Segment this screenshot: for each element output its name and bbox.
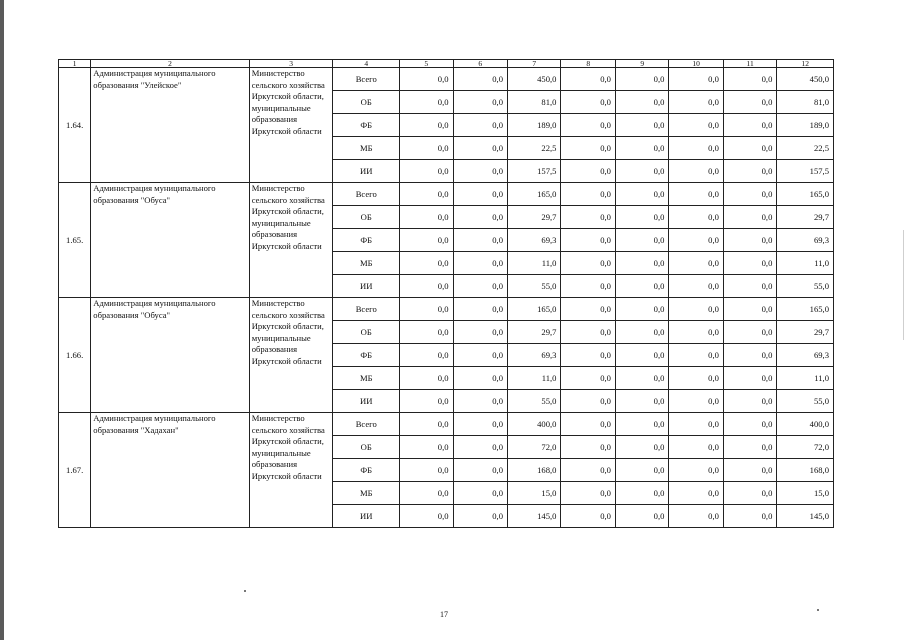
funding-source-label: МБ xyxy=(333,367,400,390)
amount-cell: 157,5 xyxy=(777,160,834,183)
amount-cell: 0,0 xyxy=(669,436,723,459)
amount-cell: 0,0 xyxy=(723,367,776,390)
ministry-name: Министерство сельского хозяйства Иркутской области, муниципальные образования Иркутской области xyxy=(249,413,333,528)
amount-cell: 0,0 xyxy=(561,183,615,206)
amount-cell: 0,0 xyxy=(400,413,453,436)
amount-cell: 0,0 xyxy=(615,206,668,229)
amount-cell: 0,0 xyxy=(453,482,507,505)
amount-cell: 0,0 xyxy=(453,344,507,367)
amount-cell: 69,3 xyxy=(508,344,561,367)
column-number: 6 xyxy=(453,60,507,68)
amount-cell: 165,0 xyxy=(508,183,561,206)
amount-cell: 0,0 xyxy=(723,68,776,91)
amount-cell: 0,0 xyxy=(561,137,615,160)
funding-source-label: ИИ xyxy=(333,505,400,528)
amount-cell: 55,0 xyxy=(508,390,561,413)
amount-cell: 0,0 xyxy=(615,459,668,482)
amount-cell: 0,0 xyxy=(400,367,453,390)
amount-cell: 0,0 xyxy=(669,482,723,505)
amount-cell: 69,3 xyxy=(777,344,834,367)
amount-cell: 0,0 xyxy=(615,183,668,206)
funding-source-label: ФБ xyxy=(333,114,400,137)
amount-cell: 0,0 xyxy=(561,413,615,436)
amount-cell: 0,0 xyxy=(723,206,776,229)
amount-cell: 0,0 xyxy=(400,275,453,298)
amount-cell: 0,0 xyxy=(615,436,668,459)
amount-cell: 81,0 xyxy=(777,91,834,114)
column-number: 4 xyxy=(333,60,400,68)
amount-cell: 0,0 xyxy=(400,206,453,229)
amount-cell: 0,0 xyxy=(615,275,668,298)
amount-cell: 0,0 xyxy=(669,91,723,114)
amount-cell: 0,0 xyxy=(669,68,723,91)
funding-source-label: МБ xyxy=(333,252,400,275)
amount-cell: 29,7 xyxy=(508,206,561,229)
amount-cell: 0,0 xyxy=(669,459,723,482)
table-row xyxy=(59,413,834,436)
row-number: 1.67. xyxy=(59,413,91,528)
amount-cell: 0,0 xyxy=(561,436,615,459)
amount-cell: 0,0 xyxy=(669,367,723,390)
amount-cell: 0,0 xyxy=(561,505,615,528)
amount-cell: 72,0 xyxy=(508,436,561,459)
funding-source-label: ИИ xyxy=(333,275,400,298)
amount-cell: 0,0 xyxy=(669,505,723,528)
amount-cell: 0,0 xyxy=(400,505,453,528)
funding-source-label: Всего xyxy=(333,68,400,91)
amount-cell: 0,0 xyxy=(561,344,615,367)
funding-source-label: Всего xyxy=(333,183,400,206)
column-number: 8 xyxy=(561,60,615,68)
amount-cell: 0,0 xyxy=(453,321,507,344)
amount-cell: 0,0 xyxy=(453,91,507,114)
amount-cell: 0,0 xyxy=(615,229,668,252)
amount-cell: 0,0 xyxy=(615,137,668,160)
organization-name: Администрация муниципального образования "Обуса" xyxy=(91,298,249,413)
amount-cell: 0,0 xyxy=(723,91,776,114)
amount-cell: 0,0 xyxy=(453,114,507,137)
amount-cell: 0,0 xyxy=(400,344,453,367)
table-row xyxy=(59,298,834,321)
funding-source-label: ОБ xyxy=(333,206,400,229)
amount-cell: 29,7 xyxy=(508,321,561,344)
column-number: 10 xyxy=(669,60,723,68)
column-number: 5 xyxy=(400,60,453,68)
amount-cell: 0,0 xyxy=(669,229,723,252)
amount-cell: 0,0 xyxy=(400,298,453,321)
amount-cell: 400,0 xyxy=(508,413,561,436)
amount-cell: 0,0 xyxy=(669,275,723,298)
row-number: 1.66. xyxy=(59,298,91,413)
amount-cell: 0,0 xyxy=(615,390,668,413)
amount-cell: 0,0 xyxy=(453,390,507,413)
amount-cell: 0,0 xyxy=(400,137,453,160)
amount-cell: 11,0 xyxy=(508,367,561,390)
amount-cell: 11,0 xyxy=(777,252,834,275)
amount-cell: 0,0 xyxy=(723,344,776,367)
amount-cell: 168,0 xyxy=(508,459,561,482)
amount-cell: 0,0 xyxy=(561,275,615,298)
amount-cell: 0,0 xyxy=(723,298,776,321)
amount-cell: 0,0 xyxy=(669,206,723,229)
amount-cell: 0,0 xyxy=(723,413,776,436)
amount-cell: 0,0 xyxy=(723,482,776,505)
amount-cell: 0,0 xyxy=(561,91,615,114)
amount-cell: 0,0 xyxy=(615,160,668,183)
amount-cell: 29,7 xyxy=(777,206,834,229)
amount-cell: 0,0 xyxy=(400,91,453,114)
column-number: 1 xyxy=(59,60,91,68)
amount-cell: 72,0 xyxy=(777,436,834,459)
scan-speck xyxy=(244,590,246,592)
amount-cell: 29,7 xyxy=(777,321,834,344)
row-number: 1.64. xyxy=(59,68,91,183)
amount-cell: 0,0 xyxy=(615,413,668,436)
organization-name: Администрация муниципального образования "Хадахан" xyxy=(91,413,249,528)
amount-cell: 11,0 xyxy=(508,252,561,275)
amount-cell: 0,0 xyxy=(453,183,507,206)
funding-source-label: Всего xyxy=(333,413,400,436)
amount-cell: 145,0 xyxy=(777,505,834,528)
amount-cell: 0,0 xyxy=(561,68,615,91)
amount-cell: 0,0 xyxy=(400,114,453,137)
column-number: 12 xyxy=(777,60,834,68)
funding-source-label: ОБ xyxy=(333,321,400,344)
amount-cell: 0,0 xyxy=(561,206,615,229)
amount-cell: 0,0 xyxy=(453,413,507,436)
amount-cell: 0,0 xyxy=(723,275,776,298)
ministry-name: Министерство сельского хозяйства Иркутской области, муниципальные образования Иркутской области xyxy=(249,298,333,413)
amount-cell: 0,0 xyxy=(400,459,453,482)
amount-cell: 0,0 xyxy=(561,482,615,505)
amount-cell: 11,0 xyxy=(777,367,834,390)
funding-source-label: ФБ xyxy=(333,229,400,252)
amount-cell: 189,0 xyxy=(777,114,834,137)
amount-cell: 0,0 xyxy=(400,321,453,344)
scan-left-edge xyxy=(0,0,4,640)
amount-cell: 145,0 xyxy=(508,505,561,528)
amount-cell: 0,0 xyxy=(400,160,453,183)
amount-cell: 0,0 xyxy=(400,68,453,91)
amount-cell: 0,0 xyxy=(615,252,668,275)
amount-cell: 0,0 xyxy=(400,183,453,206)
amount-cell: 157,5 xyxy=(508,160,561,183)
amount-cell: 0,0 xyxy=(453,68,507,91)
amount-cell: 0,0 xyxy=(561,459,615,482)
amount-cell: 55,0 xyxy=(777,390,834,413)
column-number: 2 xyxy=(91,60,249,68)
amount-cell: 0,0 xyxy=(453,206,507,229)
ministry-name: Министерство сельского хозяйства Иркутской области, муниципальные образования Иркутской области xyxy=(249,183,333,298)
funding-source-label: ФБ xyxy=(333,344,400,367)
amount-cell: 0,0 xyxy=(561,252,615,275)
amount-cell: 0,0 xyxy=(669,344,723,367)
funding-table xyxy=(58,59,834,528)
amount-cell: 0,0 xyxy=(669,137,723,160)
funding-source-label: ИИ xyxy=(333,390,400,413)
funding-source-label: ФБ xyxy=(333,459,400,482)
amount-cell: 0,0 xyxy=(723,505,776,528)
amount-cell: 0,0 xyxy=(669,390,723,413)
column-number-row xyxy=(59,60,834,68)
amount-cell: 450,0 xyxy=(508,68,561,91)
amount-cell: 0,0 xyxy=(615,321,668,344)
amount-cell: 0,0 xyxy=(561,160,615,183)
amount-cell: 0,0 xyxy=(453,252,507,275)
amount-cell: 0,0 xyxy=(669,252,723,275)
amount-cell: 0,0 xyxy=(453,298,507,321)
column-number: 9 xyxy=(615,60,668,68)
amount-cell: 0,0 xyxy=(453,436,507,459)
amount-cell: 0,0 xyxy=(400,252,453,275)
amount-cell: 0,0 xyxy=(561,390,615,413)
amount-cell: 0,0 xyxy=(453,275,507,298)
amount-cell: 0,0 xyxy=(723,229,776,252)
amount-cell: 400,0 xyxy=(777,413,834,436)
funding-source-label: ОБ xyxy=(333,436,400,459)
amount-cell: 69,3 xyxy=(777,229,834,252)
scan-right-edge xyxy=(903,230,904,340)
table-row xyxy=(59,183,834,206)
amount-cell: 0,0 xyxy=(615,505,668,528)
amount-cell: 15,0 xyxy=(508,482,561,505)
column-number: 11 xyxy=(723,60,776,68)
scan-speck xyxy=(817,609,819,611)
organization-name: Администрация муниципального образования "Улейское" xyxy=(91,68,249,183)
funding-source-label: ИИ xyxy=(333,160,400,183)
amount-cell: 0,0 xyxy=(615,298,668,321)
amount-cell: 0,0 xyxy=(400,390,453,413)
amount-cell: 69,3 xyxy=(508,229,561,252)
funding-source-label: МБ xyxy=(333,482,400,505)
row-number: 1.65. xyxy=(59,183,91,298)
column-number: 3 xyxy=(249,60,333,68)
amount-cell: 0,0 xyxy=(615,367,668,390)
amount-cell: 0,0 xyxy=(561,321,615,344)
amount-cell: 0,0 xyxy=(400,229,453,252)
amount-cell: 0,0 xyxy=(453,459,507,482)
amount-cell: 165,0 xyxy=(508,298,561,321)
amount-cell: 0,0 xyxy=(723,160,776,183)
ministry-name: Министерство сельского хозяйства Иркутской области, муниципальные образования Иркутской области xyxy=(249,68,333,183)
column-number: 7 xyxy=(508,60,561,68)
funding-source-label: ОБ xyxy=(333,91,400,114)
table-row xyxy=(59,68,834,91)
amount-cell: 0,0 xyxy=(561,229,615,252)
amount-cell: 0,0 xyxy=(723,114,776,137)
organization-name: Администрация муниципального образования "Обуса" xyxy=(91,183,249,298)
amount-cell: 0,0 xyxy=(453,137,507,160)
amount-cell: 0,0 xyxy=(615,482,668,505)
amount-cell: 0,0 xyxy=(723,436,776,459)
amount-cell: 0,0 xyxy=(453,367,507,390)
amount-cell: 189,0 xyxy=(508,114,561,137)
amount-cell: 0,0 xyxy=(615,68,668,91)
amount-cell: 0,0 xyxy=(669,298,723,321)
funding-source-label: Всего xyxy=(333,298,400,321)
amount-cell: 0,0 xyxy=(669,183,723,206)
amount-cell: 81,0 xyxy=(508,91,561,114)
amount-cell: 0,0 xyxy=(723,252,776,275)
amount-cell: 0,0 xyxy=(723,183,776,206)
amount-cell: 0,0 xyxy=(723,321,776,344)
amount-cell: 0,0 xyxy=(453,505,507,528)
amount-cell: 0,0 xyxy=(561,114,615,137)
amount-cell: 55,0 xyxy=(508,275,561,298)
amount-cell: 15,0 xyxy=(777,482,834,505)
amount-cell: 165,0 xyxy=(777,298,834,321)
amount-cell: 0,0 xyxy=(400,482,453,505)
amount-cell: 0,0 xyxy=(453,160,507,183)
amount-cell: 0,0 xyxy=(669,160,723,183)
amount-cell: 450,0 xyxy=(777,68,834,91)
amount-cell: 168,0 xyxy=(777,459,834,482)
amount-cell: 0,0 xyxy=(723,459,776,482)
amount-cell: 0,0 xyxy=(453,229,507,252)
amount-cell: 0,0 xyxy=(400,436,453,459)
amount-cell: 22,5 xyxy=(777,137,834,160)
amount-cell: 22,5 xyxy=(508,137,561,160)
amount-cell: 0,0 xyxy=(669,413,723,436)
amount-cell: 0,0 xyxy=(669,321,723,344)
amount-cell: 0,0 xyxy=(723,390,776,413)
amount-cell: 55,0 xyxy=(777,275,834,298)
amount-cell: 0,0 xyxy=(561,298,615,321)
amount-cell: 165,0 xyxy=(777,183,834,206)
funding-source-label: МБ xyxy=(333,137,400,160)
amount-cell: 0,0 xyxy=(723,137,776,160)
amount-cell: 0,0 xyxy=(561,367,615,390)
amount-cell: 0,0 xyxy=(615,91,668,114)
amount-cell: 0,0 xyxy=(615,114,668,137)
amount-cell: 0,0 xyxy=(615,344,668,367)
amount-cell: 0,0 xyxy=(669,114,723,137)
page-number: 17 xyxy=(440,610,448,619)
